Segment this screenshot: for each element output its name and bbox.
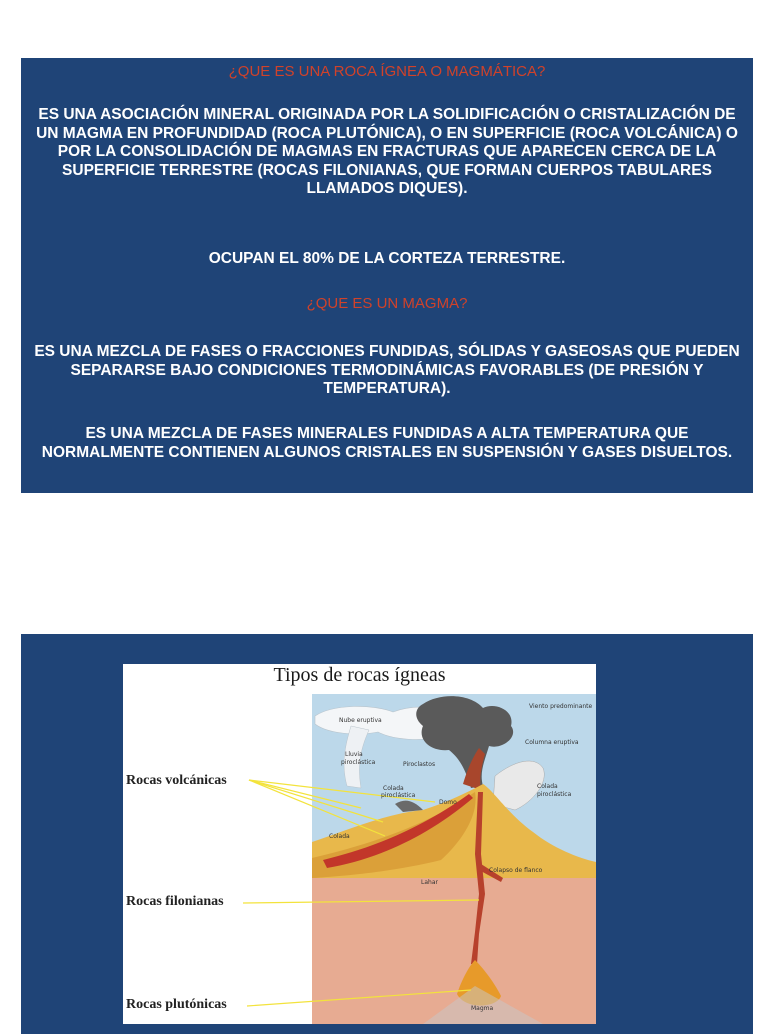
label-flow-left-1: Colada xyxy=(383,785,404,792)
label-flow-right-2: piroclástica xyxy=(537,791,572,798)
label-flow-right-1: Colada xyxy=(537,783,558,790)
paragraph-magma-2: ES UNA MEZCLA DE FASES MINERALES FUNDIDAS A ALTA TEMPERATURA QUE NORMALMENTE CONTIENEN ALGUNOS CRISTALES EN SUSPENSIÓN Y GASES DISUELTOS. xyxy=(41,425,733,461)
label-cloud: Nube eruptiva xyxy=(339,717,382,724)
volcano-diagram xyxy=(123,664,596,1024)
label-dike-rocks: Rocas filonianas xyxy=(126,894,224,909)
igneous-rock-types-figure xyxy=(123,664,596,1024)
label-pyroclasts: Piroclastos xyxy=(403,761,436,768)
label-lahar: Lahar xyxy=(421,879,438,886)
label-column: Columna eruptiva xyxy=(525,739,579,746)
figure-title: Tipos de rocas ígneas xyxy=(273,664,446,686)
label-plutonic-rocks: Rocas plutónicas xyxy=(126,997,227,1012)
label-rain-2: piroclástica xyxy=(341,759,376,766)
paragraph-percentage: OCUPAN EL 80% DE LA CORTEZA TERRESTRE. xyxy=(208,250,566,267)
paragraph-definition: ES UNA ASOCIACIÓN MINERAL ORIGINADA POR LA SOLIDIFICACIÓN O CRISTALIZACIÓN DE UN MAGMA EN PROFUNDIDAD (ROCA PLUTÓNICA), O EN SUPERFICIE (ROCA VOLCÁNICA) O POR LA CONSOLIDACIÓN DE MAGMAS EN FRACTURAS QUE APARECEN CERCA DE LA SUPERFICIE TERRESTRE (ROCAS FILONIANAS, QUE FORMAN CUERPOS TABULARES LLAMADOS DIQUES). xyxy=(36,106,738,197)
label-collapse: Colapso de flanco xyxy=(489,867,543,874)
label-rain: Lluvia xyxy=(345,751,363,758)
label-dome: Domo xyxy=(439,799,457,806)
label-lava: Colada xyxy=(329,833,350,840)
label-magma: Magma xyxy=(471,1005,494,1012)
paragraph-magma-1: ES UNA MEZCLA DE FASES O FRACCIONES FUNDIDAS, SÓLIDAS Y GASEOSAS QUE PUEDEN SEPARARSE BAJO CONDICIONES TERMODINÁMICAS FAVORABLES (DE PRESIÓN Y TEMPERATURA). xyxy=(34,343,740,397)
label-flow-left-2: piroclástica xyxy=(381,792,416,799)
label-volcanic-rocks: Rocas volcánicas xyxy=(126,773,227,788)
heading-magma: ¿QUE ES UN MAGMA? xyxy=(306,295,468,312)
heading-igneous-rock: ¿QUE ES UNA ROCA ÍGNEA O MAGMÁTICA? xyxy=(228,63,546,80)
slide-1 xyxy=(21,58,753,493)
label-wind: Viento predominante xyxy=(529,703,593,710)
